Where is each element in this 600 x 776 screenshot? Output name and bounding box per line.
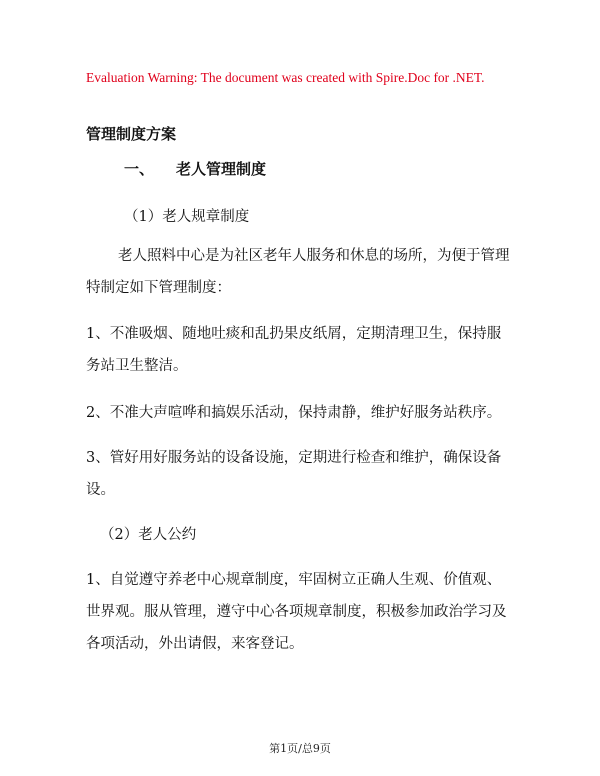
rule-2-line-1: 2、不准大声喧哗和搞娱乐活动，保持肃静，维护好服务站秩序。 — [86, 405, 502, 421]
section-heading-elder-management — [124, 158, 266, 179]
document-title: 管理制度方案 — [86, 125, 177, 143]
section-heading-text: 老人管理制度 — [176, 160, 267, 178]
pact-1-line-2: 世界观。服从管理，遵守中心各项规章制度，积极参加政治学习及 — [86, 604, 507, 620]
page-footer: 第1页/总9页 — [269, 742, 331, 755]
rule-paragraph-3 — [86, 442, 516, 506]
rule-3-line-2: 设。 — [86, 482, 115, 498]
rule-paragraph-1 — [86, 318, 516, 382]
subsection-pact-heading: （2）老人公约 — [100, 527, 197, 543]
rule-3-line-1: 3、管好用好服务站的设备设施，定期进行检查和维护，确保设备 — [86, 450, 502, 466]
subsection-rules-heading: （1）老人规章制度 — [124, 209, 250, 225]
evaluation-warning: Evaluation Warning: The document was created with Spire.Doc for .NET. — [86, 70, 485, 85]
rule-1-line-2: 务站卫生整洁。 — [86, 358, 188, 374]
rule-1-line-1: 1、不准吸烟、随地吐痰和乱扔果皮纸屑，定期清理卫生，保持服 — [86, 326, 502, 342]
pact-1-line-3: 各项活动，外出请假，来客登记。 — [86, 636, 304, 652]
intro-line-1: 老人照料中心是为社区老年人服务和休息的场所，为便于管理 — [118, 248, 510, 264]
intro-paragraph — [86, 240, 516, 304]
intro-line-2: 特制定如下管理制度： — [86, 280, 231, 296]
pact-paragraph-1 — [86, 564, 516, 660]
rule-paragraph-2 — [86, 397, 516, 429]
pact-1-line-1: 1、自觉遵守养老中心规章制度，牢固树立正确人生观、价值观、 — [86, 572, 502, 588]
section-number: 一、 — [124, 160, 155, 178]
